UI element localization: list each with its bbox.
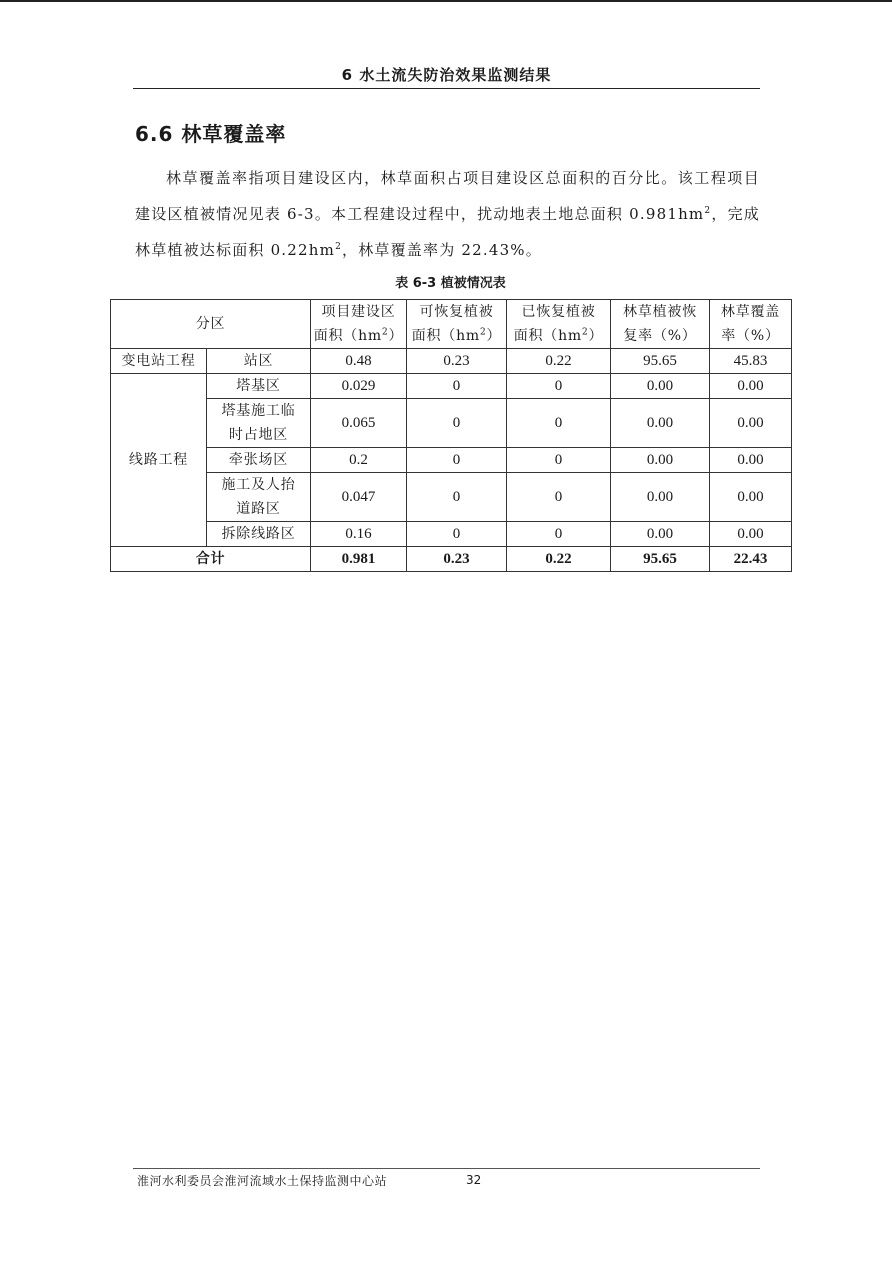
restored-cell: 0 [507, 473, 611, 522]
footer-rule [133, 1168, 760, 1169]
superscript: 2 [704, 206, 712, 216]
header-rule [133, 88, 760, 89]
recoverable-cell: 0 [407, 374, 507, 399]
table-row [111, 399, 792, 448]
superscript: 2 [335, 242, 342, 252]
recoverable-cell: 0 [407, 448, 507, 473]
coverage-cell: 0.00 [710, 522, 792, 547]
table-caption: 表 6-3 植被情况表 [395, 276, 506, 291]
restored-cell: 0 [507, 522, 611, 547]
restore-rate-cell: 0.00 [611, 448, 710, 473]
area-cell: 0.047 [311, 473, 407, 522]
total-restored-cell: 0.22 [507, 547, 611, 572]
total-area-cell: 0.981 [311, 547, 407, 572]
recoverable-cell: 0 [407, 473, 507, 522]
paragraph-text-2: ，完成林草植被达标面积 0.22hm [135, 205, 760, 259]
header-zone: 分区 [111, 300, 311, 349]
coverage-cell: 0.00 [710, 473, 792, 522]
total-label: 合计 [111, 547, 311, 572]
area-cell: 0.065 [311, 399, 407, 448]
chapter-header: 6 水土流失防治效果监测结果 [341, 66, 552, 84]
page-top-border [0, 0, 892, 2]
total-coverage-cell: 22.43 [710, 547, 792, 572]
header-coverage-rate: 林草覆盖 率（%） [710, 300, 792, 349]
area-cell: 0.48 [311, 349, 407, 374]
subzone-cell: 拆除线路区 [207, 522, 311, 547]
section-heading: 6.6 林草覆盖率 [135, 122, 287, 146]
coverage-cell: 45.83 [710, 349, 792, 374]
subzone-cell: 施工及人抬 道路区 [207, 473, 311, 522]
area-cell: 0.029 [311, 374, 407, 399]
subzone-cell: 塔基区 [207, 374, 311, 399]
header-recoverable-area: 可恢复植被 面积$(hm^2)$ [407, 300, 507, 349]
table-row [111, 374, 792, 399]
restore-rate-cell: 0.00 [611, 399, 710, 448]
coverage-cell: 0.00 [710, 399, 792, 448]
table-row [111, 349, 792, 374]
coverage-cell: 0.00 [710, 374, 792, 399]
restore-rate-cell: 0.00 [611, 522, 710, 547]
area-cell: 0.2 [311, 448, 407, 473]
restored-cell: 0 [507, 399, 611, 448]
recoverable-cell: 0 [407, 522, 507, 547]
paragraph-text-3: ，林草覆盖率为 22.43%。 [342, 241, 542, 259]
header-restored-area: 已恢复植被 面积$(hm^2)$ [507, 300, 611, 349]
paragraph-text-1: 林草覆盖率指项目建设区内，林草面积占项目建设区总面积的百分比。该工程项目建设区植被情况见表 6-3。本工程建设过程中，扰动地表土地总面积 0.981hm [135, 169, 760, 223]
recoverable-cell: 0.23 [407, 349, 507, 374]
table-row [111, 473, 792, 522]
restore-rate-cell: 0.00 [611, 473, 710, 522]
restore-rate-cell: 0.00 [611, 374, 710, 399]
subzone-cell: 塔基施工临 时占地区 [207, 399, 311, 448]
recoverable-cell: 0 [407, 399, 507, 448]
subzone-cell: 牵张场区 [207, 448, 311, 473]
header-restore-rate: 林草植被恢 复率（%） [611, 300, 710, 349]
table-header-row [111, 300, 792, 349]
footer-organization: 淮河水利委员会淮河流域水土保持监测中心站 [137, 1174, 388, 1188]
table-total-row [111, 547, 792, 572]
table-row [111, 522, 792, 547]
body-paragraph [135, 160, 760, 268]
total-restore-rate-cell: 95.65 [611, 547, 710, 572]
group-line: 线路工程 [111, 374, 207, 547]
vegetation-table [110, 299, 792, 572]
total-recoverable-cell: 0.23 [407, 547, 507, 572]
area-cell: 0.16 [311, 522, 407, 547]
subzone-cell: 站区 [207, 349, 311, 374]
table-row [111, 448, 792, 473]
restored-cell: 0 [507, 374, 611, 399]
page-number: 32 [466, 1173, 482, 1187]
coverage-cell: 0.00 [710, 448, 792, 473]
restore-rate-cell: 95.65 [611, 349, 710, 374]
group-substation: 变电站工程 [111, 349, 207, 374]
header-project-area: 项目建设区 面积$(hm^2)$ [311, 300, 407, 349]
restored-cell: 0.22 [507, 349, 611, 374]
restored-cell: 0 [507, 448, 611, 473]
